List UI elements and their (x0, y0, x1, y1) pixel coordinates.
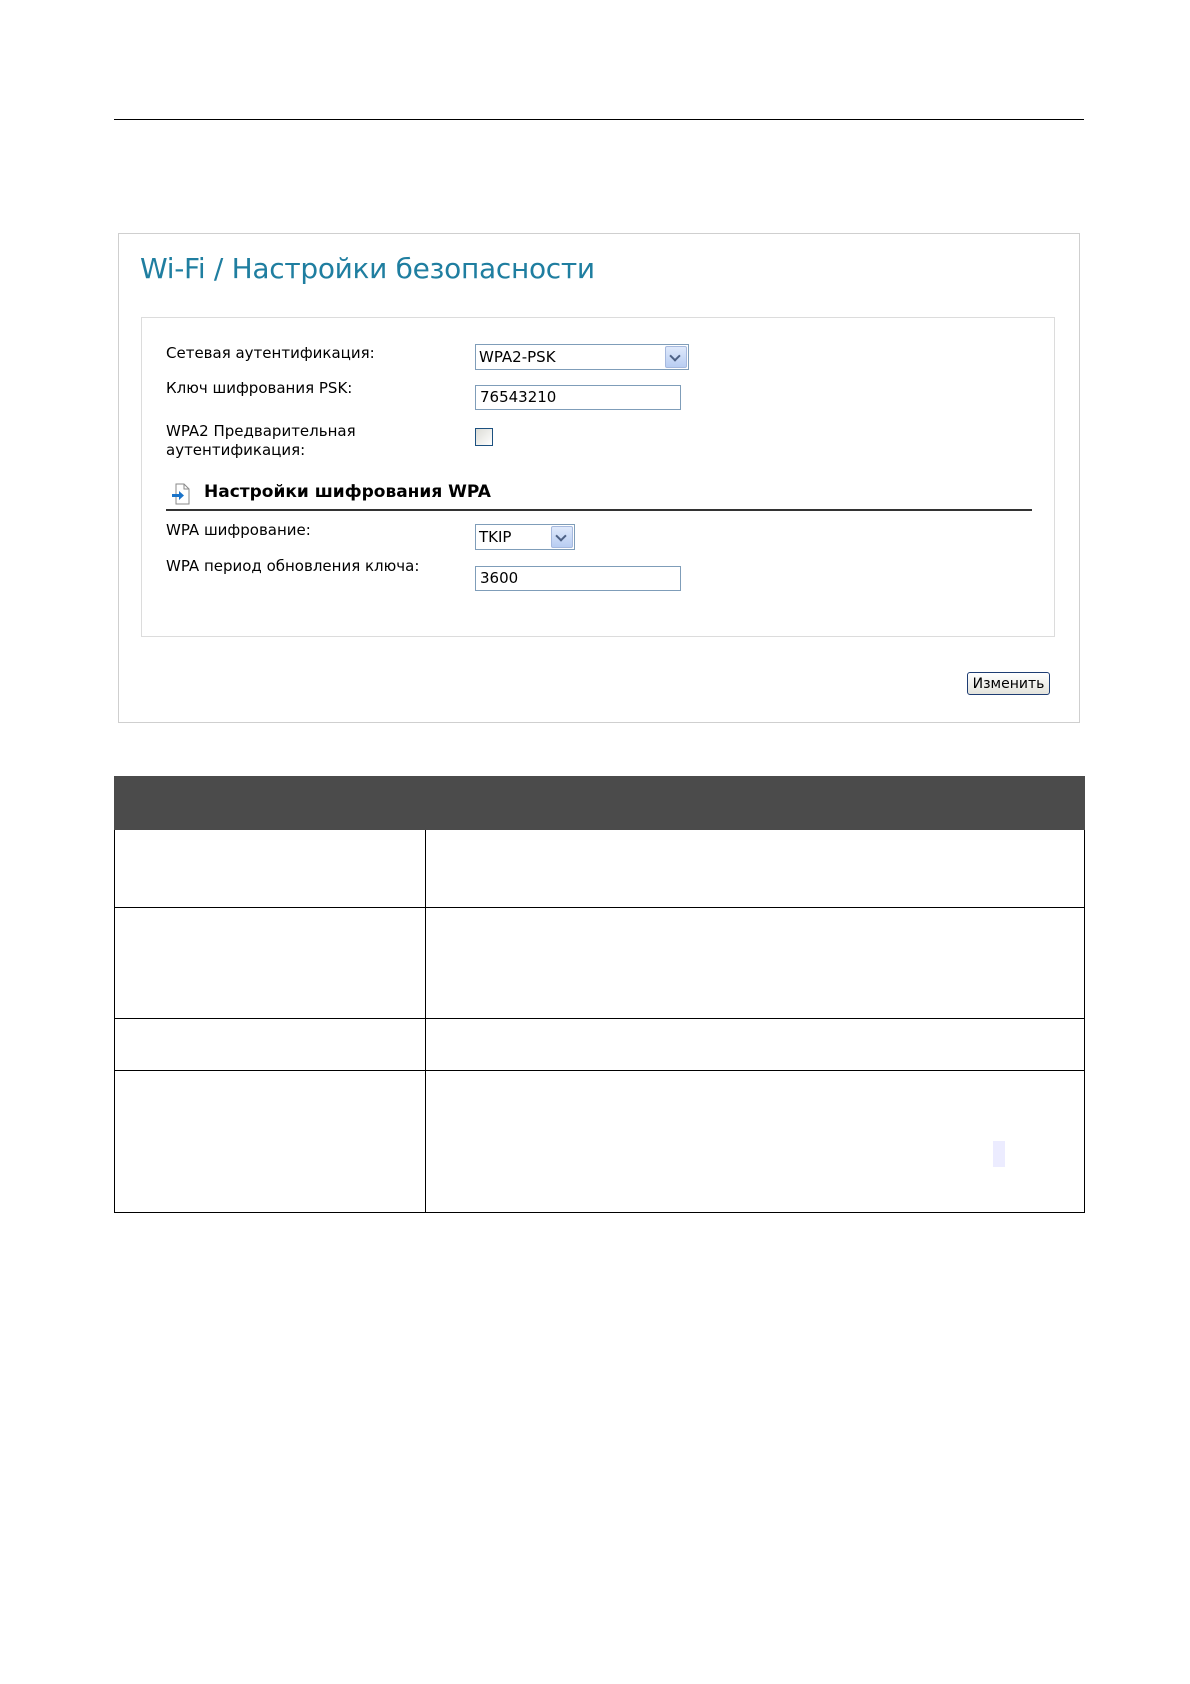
rekey-input[interactable]: 3600 (475, 566, 681, 591)
table-row (115, 830, 1085, 908)
table-cell (115, 908, 426, 1019)
chevron-down-icon[interactable] (551, 526, 573, 548)
table-cell (426, 830, 1085, 908)
apply-button[interactable]: Изменить (967, 672, 1050, 695)
settings-panel (118, 233, 1080, 723)
section-title: Настройки шифрования WPA (204, 482, 491, 502)
psk-input[interactable]: 76543210 (475, 385, 681, 410)
page-arrow-icon (172, 483, 190, 505)
auth-select-value: WPA2-PSK (479, 348, 556, 366)
security-form (141, 317, 1055, 637)
header-rule (114, 119, 1084, 120)
wpa-encryption-value: TKIP (479, 528, 512, 546)
table-cell (426, 1019, 1085, 1071)
table-cell (115, 1019, 426, 1071)
table-cell (426, 1071, 1085, 1213)
auth-label: Сетевая аутентификация: (166, 344, 375, 362)
table-header-row (115, 777, 1085, 830)
preauth-label-line1: WPA2 Предварительная (166, 422, 356, 440)
preauth-label (166, 422, 356, 460)
wpa-encryption-label: WPA шифрование: (166, 521, 311, 539)
wpa-section-header (166, 481, 1032, 511)
chevron-down-icon[interactable] (665, 346, 687, 368)
table-row (115, 1071, 1085, 1213)
rekey-label: WPA период обновления ключа: (166, 557, 420, 575)
highlight-marker (993, 1141, 1005, 1167)
table-header-cell (426, 777, 1085, 830)
table-row (115, 908, 1085, 1019)
table-cell (115, 830, 426, 908)
table-cell (426, 908, 1085, 1019)
auth-select[interactable] (475, 344, 689, 370)
wpa-encryption-select[interactable] (475, 524, 575, 550)
psk-label: Ключ шифрования PSK: (166, 379, 353, 397)
table-row (115, 1019, 1085, 1071)
table-cell (115, 1071, 426, 1213)
preauth-checkbox[interactable] (475, 428, 493, 446)
description-table (114, 776, 1085, 1213)
table-header-cell (115, 777, 426, 830)
page-title: Wi-Fi / Настройки безопасности (140, 252, 595, 285)
preauth-label-line2: аутентификация: (166, 441, 306, 459)
